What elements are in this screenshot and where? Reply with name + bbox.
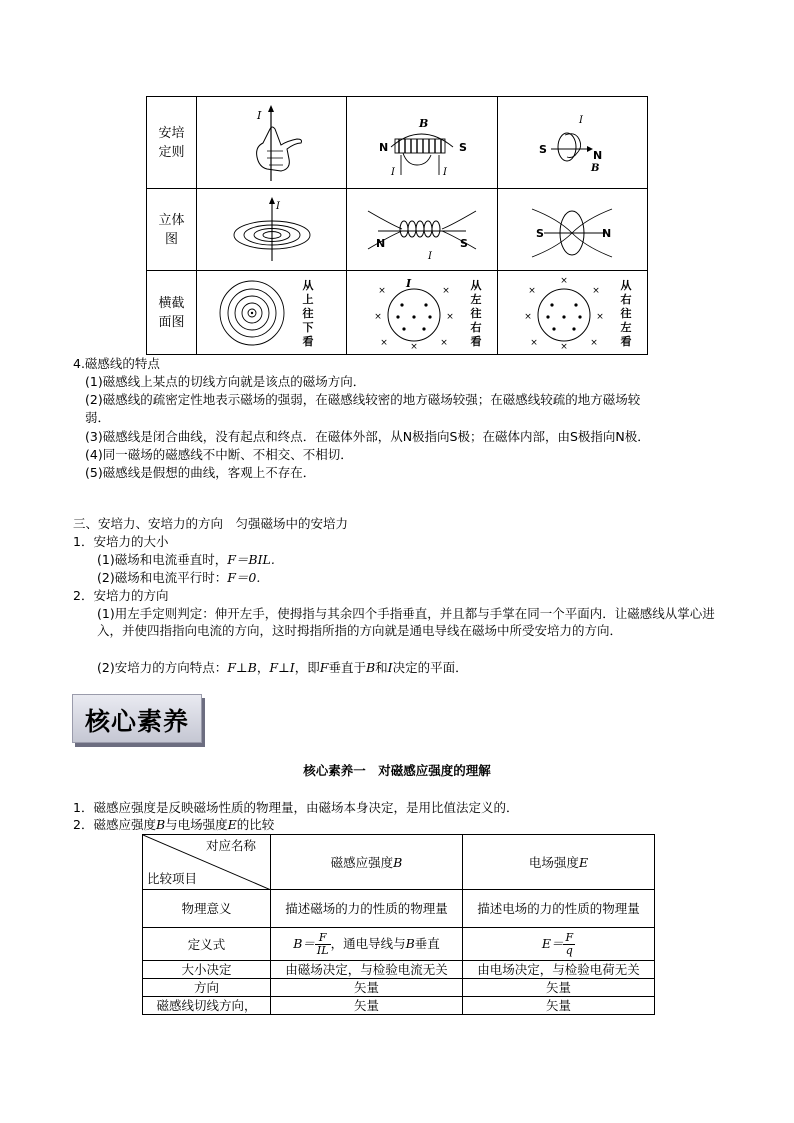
loop-cross-section-icon [502, 275, 642, 351]
table-row: 大小决定 由磁场决定，与检验电流无关 由电场决定，与检验电荷无关 [143, 961, 655, 979]
svg-text:×: × [528, 285, 537, 296]
row-label-ampere-rule: 安培 定则 [147, 97, 197, 189]
section3-title: 三、安培力、安培力的方向 匀强磁场中的安培力 [73, 516, 349, 531]
svg-text:S: S [536, 226, 545, 240]
svg-text:从: 从 [620, 278, 632, 292]
loop-right-hand-grip [497, 97, 647, 189]
loop-field-3d-icon [522, 195, 622, 265]
corner-bottom-label: 比较项目 [147, 871, 198, 886]
row-label-cross-section: 横截 面图 [147, 271, 197, 355]
formula-zero: F＝0. [227, 570, 261, 585]
corner-top-label: 对应名称 [205, 838, 256, 853]
svg-text:S: S [458, 140, 467, 154]
row-label-3d-view: 立体 图 [147, 189, 197, 271]
section3-sub1-title: 1．安培力的大小 [73, 534, 169, 549]
core1-heading: 核心素养一 对磁感应强度的理解 [303, 763, 491, 778]
core1-point1: 1．磁感应强度是反映磁场性质的物理量，由磁场本身决定，是用比值法定义的． [73, 800, 519, 815]
svg-text:×: × [524, 311, 533, 322]
svg-text:看: 看 [302, 334, 314, 348]
hand-grip-wire-icon [227, 103, 317, 183]
solenoid-cross-section [347, 271, 497, 355]
svg-text:×: × [380, 337, 388, 348]
wire-cross-section-icon [212, 275, 332, 351]
solenoid-right-hand-grip [347, 97, 497, 189]
section4-item-4: (4)同一磁场的磁感线不中断、不相交、不相切． [85, 447, 353, 462]
section4-item-3: (3)磁感线是闭合曲线，没有起点和终点．在磁体外部，从N极指向S极；在磁体内部，由S极指向N极． [85, 429, 650, 444]
wire-right-hand-grip [197, 97, 347, 189]
section4-item-5: (5)磁感线是假想的曲线，客观上不存在． [85, 465, 316, 480]
core1-point2: 2．磁感应强度B与电场强度E的比较 [73, 817, 275, 832]
svg-text:往: 往 [620, 306, 632, 320]
svg-text:I: I [427, 250, 432, 262]
loop-3d-field [497, 189, 647, 271]
table-row: 定义式 B＝ $\frac{F}{IL}$ ，通电导线与B垂直 E＝ $\frac{F}{q}$ [143, 928, 655, 961]
svg-text:下: 下 [302, 320, 314, 334]
loop-grip-icon [527, 103, 617, 183]
svg-text:×: × [592, 285, 601, 296]
svg-text:×: × [590, 337, 599, 348]
svg-text:×: × [560, 341, 569, 351]
ampere-rule-figure-table [146, 96, 648, 355]
svg-text:N: N [375, 236, 386, 250]
svg-text:S: S [539, 142, 548, 156]
solenoid-3d-field [347, 189, 497, 271]
section3-sub2-item2: (2)安培力的方向特点：F⊥B，F⊥I，即F垂直于B和I决定的平面． [97, 660, 468, 675]
wire-cross-section [197, 271, 347, 355]
svg-text:×: × [374, 311, 382, 322]
definition-b: B＝ $\frac{F}{IL}$ ，通电导线与B垂直 [271, 928, 463, 961]
svg-text:N: N [593, 148, 603, 162]
svg-text:往: 往 [302, 306, 314, 320]
svg-text:×: × [596, 311, 605, 322]
svg-text:左: 左 [620, 320, 632, 334]
corner-header [143, 835, 271, 890]
concentric-field-3d-icon [222, 195, 322, 265]
svg-text:×: × [440, 337, 448, 348]
svg-text:上: 上 [302, 292, 314, 306]
definition-e: E＝ $\frac{F}{q}$ [463, 928, 655, 961]
table-row: 物理意义 描述磁场的力的性质的物理量 描述电场的力的性质的物理量 [143, 890, 655, 928]
svg-text:I: I [579, 114, 584, 126]
table-row: 方向 矢量 矢量 [143, 979, 655, 997]
svg-text:×: × [378, 285, 386, 296]
section3-sub1-item2: (2)磁场和电流平行时：F＝0. [97, 570, 261, 585]
svg-text:I: I [442, 166, 447, 178]
svg-text:×: × [530, 337, 539, 348]
svg-text:B: B [591, 162, 600, 174]
svg-text:从: 从 [302, 278, 314, 292]
svg-text:×: × [446, 311, 454, 322]
svg-text:S: S [459, 236, 468, 250]
section4-item-2-cont: 弱． [85, 410, 111, 425]
section4-title: 4.磁感线的特点 [73, 356, 160, 371]
wire-3d-field [197, 189, 347, 271]
formula-bil: F＝BIL. [227, 552, 275, 567]
section3-sub2-title: 2．安培力的方向 [73, 588, 169, 603]
svg-text:右: 右 [620, 292, 632, 306]
solenoid-grip-icon [367, 103, 477, 183]
loop-cross-section [497, 271, 647, 355]
table-row: 磁感线切线方向， 矢量 矢量 [143, 997, 655, 1015]
svg-text:I: I [390, 166, 395, 178]
section3-sub2-item1: (1)用左手定则判定：伸开左手，使拇指与其余四个手指垂直，并且都与手掌在同一个平面内．让磁感线从掌心进入，并使四指指向电流的方向，这时拇指所指的方向就是通电导线在磁场中所受安培力的方向． [97, 606, 715, 638]
solenoid-cross-section-icon [352, 275, 492, 351]
section4-item-2: (2)磁感线的疏密定性地表示磁场的强弱，在磁感线较密的地方磁场较强；在磁感线较疏的地方磁场较 [85, 392, 641, 407]
svg-text:看: 看 [620, 334, 632, 348]
section4-item-1: (1)磁感线上某点的切线方向就是该点的磁场方向． [85, 374, 366, 389]
b-e-comparison-table [142, 834, 655, 1015]
svg-text:N: N [602, 226, 612, 240]
svg-text:N: N [378, 140, 389, 154]
svg-text:I: I [275, 200, 280, 212]
current-label: I [256, 108, 262, 122]
svg-text:B: B [418, 116, 429, 130]
svg-text:往: 往 [470, 306, 482, 320]
svg-text:左: 左 [470, 292, 482, 306]
section3-sub1-item1: (1)磁场和电流垂直时，F＝BIL. [97, 552, 275, 567]
svg-text:×: × [442, 285, 450, 296]
svg-text:×: × [410, 341, 418, 351]
svg-text:I: I [405, 276, 412, 290]
col-header-b: 磁感应强度B [271, 835, 463, 890]
solenoid-field-3d-icon [362, 195, 482, 265]
svg-text:从: 从 [470, 278, 482, 292]
svg-text:×: × [560, 275, 569, 286]
badge-text: 核心素养 [84, 707, 189, 736]
svg-text:右: 右 [470, 320, 482, 334]
col-header-e: 电场强度E [463, 835, 655, 890]
svg-text:看: 看 [470, 334, 482, 348]
core-literacy-badge [72, 694, 202, 743]
